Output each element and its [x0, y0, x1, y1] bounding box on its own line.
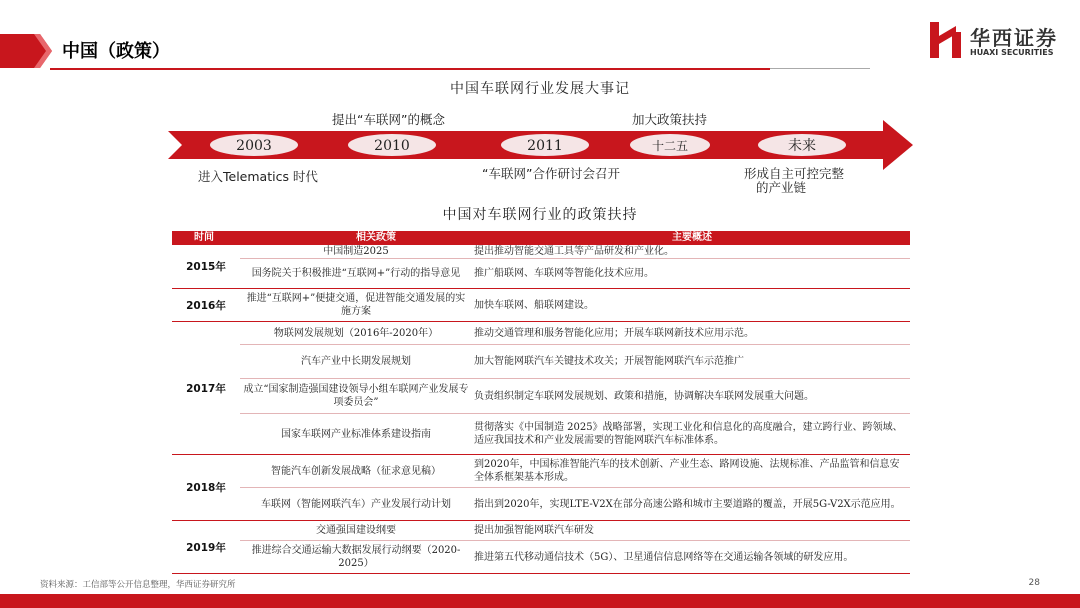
timeline-year-2011: 2011 — [527, 138, 563, 154]
policy-cell: 推进综合交通运输大数据发展行动纲要（2020-2025） — [251, 545, 461, 569]
header-time: 时间 — [194, 232, 214, 243]
summary-cell: 指出到2020年，实现LTE-V2X在部分高速公路和城市主要道路的覆盖，开展5G-V2X示范应用。 — [474, 498, 901, 510]
year-group-2015 — [172, 245, 910, 289]
policy-table — [172, 231, 910, 574]
summary-cell: 推广船联网、车联网等智能化技术应用。 — [474, 268, 654, 279]
table-row — [240, 487, 910, 520]
summary-cell: 推进第五代移动通信技术（5G）、卫星通信信息网络等在交通运输各领域的研发应用。 — [474, 551, 854, 563]
company-logo — [930, 20, 1070, 64]
timeline-title: 中国车联网行业发展大事记 — [450, 81, 630, 97]
year-label: 2016年 — [186, 299, 226, 312]
logo-mark-icon — [930, 22, 964, 58]
page-number: 28 — [1028, 578, 1040, 588]
policy-cell: 成立“国家制造强国建设领导小组车联网产业发展专项委员会” — [243, 384, 469, 408]
policy-cell: 推进“互联网+”便捷交通，促进智能交通发展的实施方案 — [246, 293, 466, 317]
year-group-2016 — [172, 289, 910, 322]
summary-cell: 负责组织制定车联网发展规划、政策和措施，协调解决车联网发展重大问题。 — [474, 390, 814, 402]
table-row — [240, 521, 910, 540]
timeline-event-telematics: 进入Telematics 时代 — [198, 169, 318, 184]
policy-cell: 交通强国建设纲要 — [316, 525, 396, 536]
summary-cell: 提出加强智能网联汽车研发 — [474, 525, 594, 536]
year-group-2019 — [172, 521, 910, 574]
timeline-event-seminar: “车联网”合作研讨会召开 — [482, 166, 620, 181]
timeline-event-future-1: 形成自主可控完整 — [744, 166, 845, 181]
timeline-year-2010: 2010 — [374, 138, 410, 154]
header-summary: 主要概述 — [672, 232, 712, 243]
summary-cell: 推动交通管理和服务智能化应用；开展车联网新技术应用示范。 — [474, 327, 754, 339]
policy-cell: 汽车产业中长期发展规划 — [301, 356, 411, 367]
policy-cell: 中国制造2025 — [323, 246, 389, 257]
footer-bar — [0, 594, 1080, 608]
summary-cell: 加快车联网、船联网建设。 — [474, 299, 594, 311]
timeline-year-12th-plan: 十二五 — [651, 139, 688, 153]
year-group-2018 — [172, 455, 910, 521]
summary-cell: 加大智能网联汽车关键技术攻关；开展智能网联汽车示范推广 — [474, 356, 744, 367]
table-row — [240, 245, 910, 258]
table-row — [240, 289, 910, 321]
year-label: 2017年 — [186, 382, 226, 395]
timeline-year-future: 未来 — [788, 138, 816, 154]
section-title: 中国（政策） — [62, 41, 170, 62]
header-divider — [50, 68, 770, 70]
year-label: 2019年 — [186, 541, 226, 554]
timeline-year-2003: 2003 — [236, 138, 272, 154]
header-policy: 相关政策 — [356, 232, 396, 243]
table-row — [240, 455, 910, 487]
source-note: 资料来源：工信部等公开信息整理，华西证券研究所 — [40, 580, 236, 590]
table-row — [240, 322, 910, 344]
year-label: 2018年 — [186, 482, 226, 494]
summary-cell: 贯彻落实《中国制造 2025》战略部署，实现工业化和信息化的高度融合，建立跨行业、跨领域、适应我国技术和产业发展需要的智能网联汽车标准体系。 — [474, 422, 903, 446]
header-divider-thin — [770, 68, 870, 69]
table-row — [240, 413, 910, 454]
table-row — [240, 258, 910, 288]
logo-text-cn: 华西证券 — [970, 26, 1058, 50]
timeline-event-concept: 提出“车联网”的概念 — [332, 112, 445, 127]
table-title: 中国对车联网行业的政策扶持 — [442, 207, 638, 223]
timeline-event-policy: 加大政策扶持 — [632, 112, 708, 127]
year-label: 2015年 — [186, 261, 226, 273]
table-row — [240, 540, 910, 573]
table-header — [172, 231, 910, 245]
policy-cell: 智能汽车创新发展战略（征求意见稿） — [271, 465, 441, 477]
policy-cell: 国家车联网产业标准体系建设指南 — [281, 428, 431, 440]
table-row — [240, 378, 910, 413]
timeline-event-future-2: 的产业链 — [756, 180, 807, 195]
summary-cell: 到2020年，中国标准智能汽车的技术创新、产业生态、路网设施、法规标准、产品监管和信息安全体系框架基本形成。 — [474, 459, 900, 483]
summary-cell: 提出推动智能交通工具等产品研发和产业化。 — [474, 246, 674, 257]
year-group-2017 — [172, 322, 910, 455]
policy-cell: 物联网发展规划（2016年-2020年） — [273, 327, 439, 339]
header-accent-shape — [0, 34, 52, 68]
table-row — [240, 344, 910, 378]
policy-cell: 国务院关于积极推进“互联网+”行动的指导意见 — [251, 268, 461, 279]
logo-text-en: HUAXI SECURITIES — [970, 48, 1054, 57]
policy-cell: 车联网（智能网联汽车）产业发展行动计划 — [261, 498, 451, 510]
